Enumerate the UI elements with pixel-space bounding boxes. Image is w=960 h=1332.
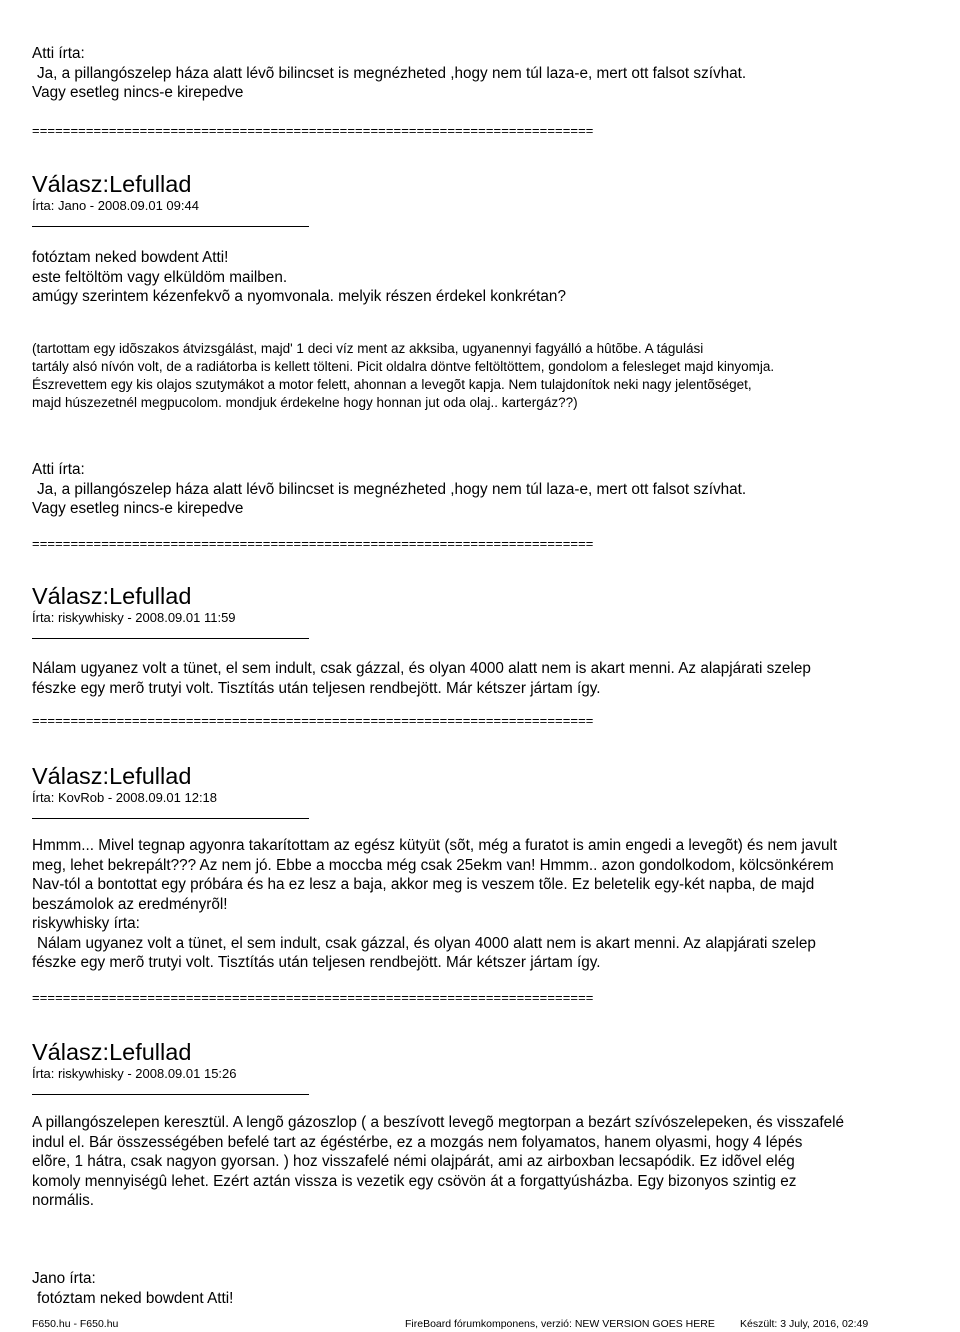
body-line: amúgy szerintem kézenfekvõ a nyomvonala. melyik részen érdekel konkrétan? <box>32 288 566 305</box>
post-rule <box>32 226 309 227</box>
post-body <box>32 1113 932 1211</box>
post <box>32 762 932 819</box>
quote-line: fészke egy merõ trutyi volt. Tisztítás után teljesen rendbejött. Már kétszer jártam így. <box>32 954 601 971</box>
post-body-paren <box>32 340 932 412</box>
body-line: majd húszezetnél megpucolom. mondjuk érdekelne hogy honnan jut oda olaj.. kartergáz??) <box>32 395 578 410</box>
footer-generated: Készült: 3 July, 2016, 02:49 <box>740 1318 869 1330</box>
post-meta: Írta: riskywhisky - 2008.09.01 15:26 <box>32 1066 237 1081</box>
separator: ========================================================================= <box>32 536 594 551</box>
body-line: (tartottam egy idõszakos átvizsgálást, majd' 1 deci víz ment az akksiba, ugyanennyi fagyálló a hûtõbe. A tágulási <box>32 341 704 356</box>
body-line: Észrevettem egy kis olajos szutymákot a motor felett, ahonnan a levegõt kapja. Nem tulajdonítok neki nagy jelentõséget, <box>32 377 752 392</box>
body-line: meg, lehet bekrepált??? Az nem jó. Ebbe a moccba még csak 25ekm van! Hmmm.. azon gondolkodom, kölcsönkérem <box>32 856 834 874</box>
post-title: Válasz:Lefullad <box>32 1039 192 1065</box>
body-line: elõre, 1 hátra, csak nagyon gyorsan. ) hoz visszafelé némi olajpárát, ami az airboxban lecsapódik. Ez idõvel elég <box>32 1153 795 1170</box>
body-line: normális. <box>32 1192 95 1209</box>
footer-site: F650.hu - F650.hu <box>32 1318 119 1330</box>
quote-line: Vagy esetleg nincs-e kirepedve <box>32 500 244 517</box>
quote-author: riskywhisky írta: <box>32 915 140 932</box>
body-line: Nav-tól a bontottat egy próbára és ha ez lesz a baja, akkor meg is veszem tõle. Ez beletelik egy-két napba, de majd <box>32 876 815 893</box>
body-line: fotóztam neked bowdent Atti! <box>32 249 229 266</box>
body-line: A pillangószelepen keresztül. A lengõ gázoszlop ( a beszívott levegõ megtorpan a bezárt szívószelepeken, és visszafelé <box>32 1114 845 1131</box>
quote-line: Ja, a pillangószelep háza alatt lévõ bilincset is megnézheted ,hogy nem túl laza-e, mert ott falsot szívhat. <box>37 64 747 82</box>
post-rule <box>32 638 309 639</box>
post-meta: Írta: KovRob - 2008.09.01 12:18 <box>32 790 218 805</box>
post <box>32 582 932 639</box>
separator: ========================================================================= <box>32 990 594 1005</box>
quote-line: Vagy esetleg nincs-e kirepedve <box>32 84 244 101</box>
post-body <box>32 836 932 973</box>
quote-block <box>32 44 932 103</box>
quote-line: Ja, a pillangószelep háza alatt lévõ bilincset is megnézheted ,hogy nem túl laza-e, mert ott falsot szívhat. <box>37 480 747 498</box>
quote-line: Nálam ugyanez volt a tünet, el sem indult, csak gázzal, és olyan 4000 alatt nem is akart menni. Az alapjárati szelep <box>37 934 816 952</box>
quote-line: fotóztam neked bowdent Atti! <box>37 1289 234 1307</box>
body-line: komoly mennyiségû lehet. Ezért aztán vissza is vezetik egy csövön át a forgattyúsházba. Egy bizonyos szintig ez <box>32 1172 797 1190</box>
separator: ========================================================================= <box>32 123 594 138</box>
post-body <box>32 248 932 307</box>
post-rule <box>32 1094 309 1095</box>
body-line: Nálam ugyanez volt a tünet, el sem indult, csak gázzal, és olyan 4000 alatt nem is akart menni. Az alapjárati szelep <box>32 660 811 677</box>
quote-author: Jano írta: <box>32 1270 96 1287</box>
post-title: Válasz:Lefullad <box>32 171 192 197</box>
quote-author: Atti írta: <box>32 45 85 62</box>
post-title: Válasz:Lefullad <box>32 763 192 789</box>
quote-block <box>32 460 932 519</box>
body-line: beszámolok az eredményrõl! <box>32 895 228 913</box>
body-line: indul el. Bár összességében befelé tart az égéstérbe, ez a mozgás nem folyamatos, hanem olyasmi, hogy 4 lépés <box>32 1133 803 1151</box>
post <box>32 170 932 227</box>
post <box>32 1038 932 1095</box>
post-title: Válasz:Lefullad <box>32 583 192 609</box>
body-line: Hmmm... Mivel tegnap agyonra takarítottam az egész kütyüt (sõt, még a furatot is amin engedi a levegõt) és nem javult <box>32 837 838 854</box>
post-body <box>32 659 932 698</box>
post-rule <box>32 818 309 819</box>
quote-block <box>32 1269 932 1308</box>
body-line: este feltöltöm vagy elküldöm mailben. <box>32 268 288 286</box>
post-meta: Írta: riskywhisky - 2008.09.01 11:59 <box>32 610 236 625</box>
post-meta: Írta: Jano - 2008.09.01 09:44 <box>32 198 199 213</box>
body-line: fészke egy merõ trutyi volt. Tisztítás után teljesen rendbejött. Már kétszer jártam így. <box>32 679 601 697</box>
footer-component: FireBoard fórumkomponens, verzió: NEW VERSION GOES HERE <box>405 1318 715 1330</box>
quote-author: Atti írta: <box>32 461 85 478</box>
separator: ========================================================================= <box>32 713 594 728</box>
body-line: tartály alsó nívón volt, de a radiátorba is kellett tölteni. Picit oldalra döntve feltöltöttem, gondolom a felesleget majd kinyomja. <box>32 359 775 374</box>
